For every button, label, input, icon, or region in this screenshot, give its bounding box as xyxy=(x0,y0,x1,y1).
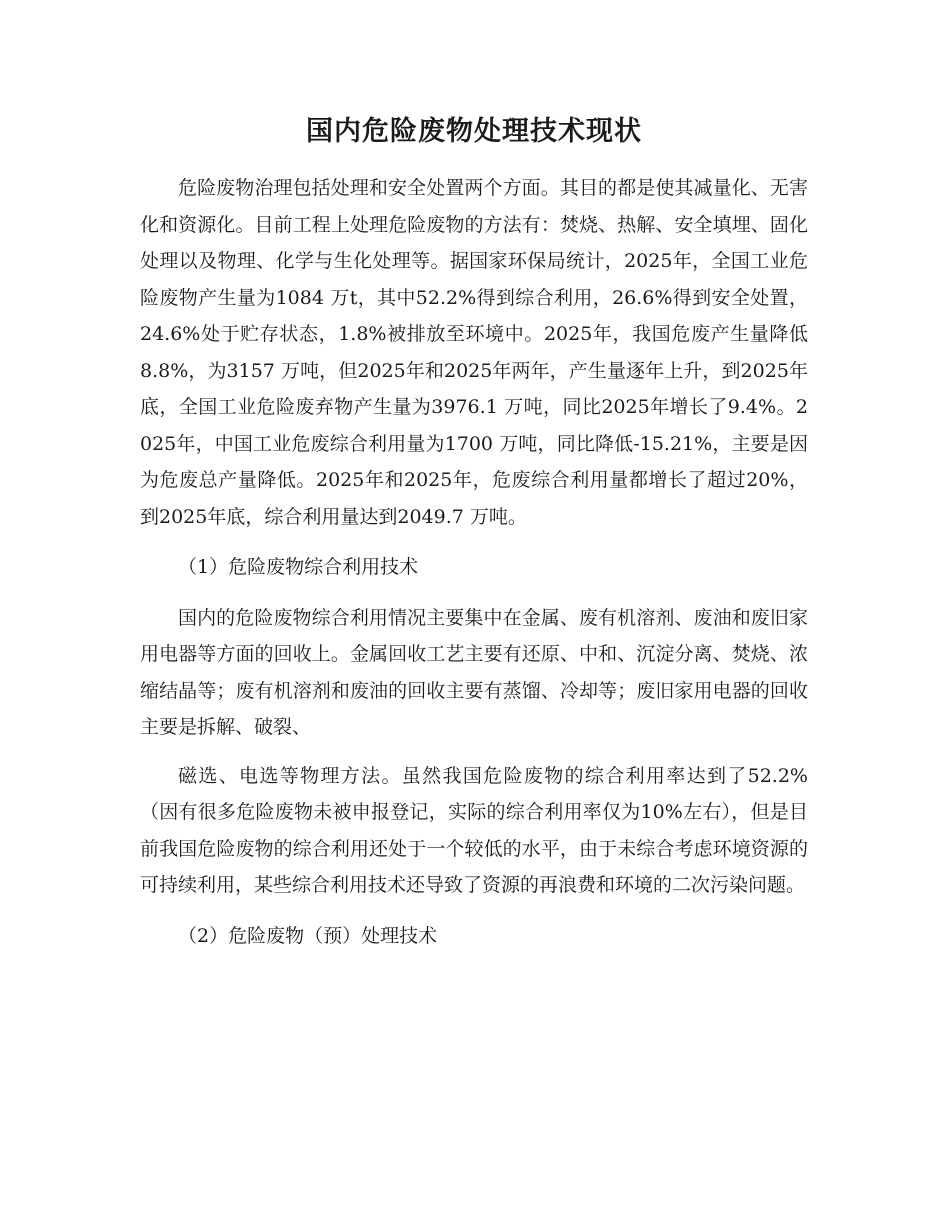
paragraph-overview: 危险废物治理包括处理和安全处置两个方面。其目的都是使其减量化、无害化和资源化。目前工程上处理危险废物的方法有：焚烧、热解、安全填埋、固化处理以及物理、化学与生化处理等。据国家环保局统计，2025年，全国工业危险废物产生量为1084 万t，其中52.2%得到综合利用，26.6%得到安全处置，24.6%处于贮存状态，1.8%被排放至环境中。2025年，我国危废产生量降低8.8%，为3157 万吨，但2025年和2025年两年，产生量逐年上升，到2025年底，全国工业危险废弃物产生量为3976.1 万吨，同比2025年增长了9.4%。2025年，中国工业危废综合利用量为1700 万吨，同比降低-15.21%，主要是因为危废总产量降低。2025年和2025年，危废综合利用量都增长了超过20%，到2025年底，综合利用量达到2049.7 万吨。 xyxy=(140,177,808,528)
section-heading-pretreatment: （2）危险废物（预）处理技术 xyxy=(178,924,438,947)
section-heading-comprehensive-utilization: （1）危险废物综合利用技术 xyxy=(178,556,419,578)
document-page xyxy=(140,112,808,968)
paragraph-utilization-status: 磁选、电选等物理方法。虽然我国危险废物的综合利用率达到了52.2%（因有很多危险废物未被申报登记，实际的综合利用率仅为10%左右），但是目前我国危险废物的综合利用还处于一个较低的水平，由于未综合考虑环境资源的可持续利用，某些综合利用技术还导致了资源的再浪费和环境的二次污染问题。 xyxy=(140,764,808,896)
paragraph-utilization-methods: 国内的危险废物综合利用情况主要集中在金属、废有机溶剂、废油和废旧家用电器等方面的回收上。金属回收工艺主要有还原、中和、沉淀分离、焚烧、浓缩结晶等；废有机溶剂和废油的回收主要有蒸馏、冷却等；废旧家用电器的回收主要是拆解、破裂、 xyxy=(140,606,808,738)
document-title: 国内危险废物处理技术现状 xyxy=(306,116,642,147)
